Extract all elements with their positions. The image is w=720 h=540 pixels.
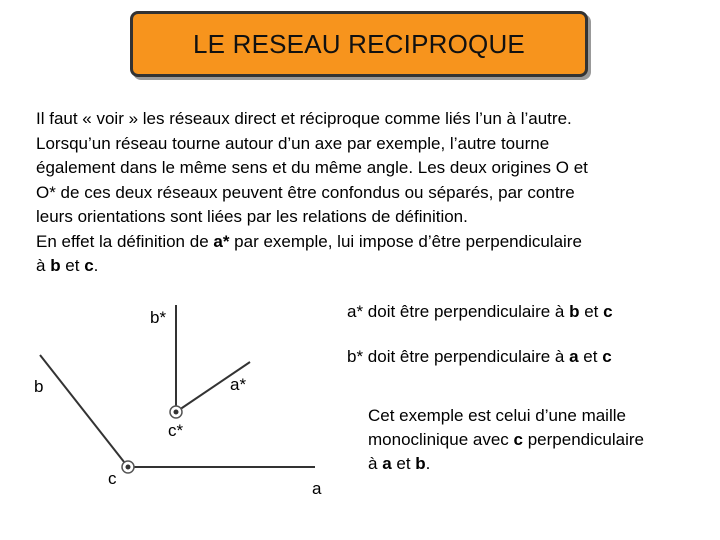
- paragraph-line-6: En effet la définition de a* par exemple, lui impose d’être perpendiculaire: [36, 231, 582, 251]
- origin-o-star-marker: [170, 406, 182, 418]
- paragraph-line-4: O* de ces deux réseaux peuvent être confondus ou séparés, par contre: [36, 182, 575, 202]
- origin-o-marker: [122, 461, 134, 473]
- rule-b-star: b* doit être perpendiculaire à a et c: [347, 347, 612, 366]
- label-b-star: b*: [150, 308, 167, 327]
- b-axis: [40, 355, 128, 467]
- paragraph-line-1: Il faut « voir » les réseaux direct et réciproque comme liés l’un à l’autre.: [36, 109, 572, 128]
- label-a-star: a*: [230, 375, 247, 394]
- label-b: b: [34, 377, 44, 396]
- paragraph-line-3: également dans le même sens et du même angle. Les deux origines O et: [36, 158, 588, 177]
- label-c: c: [108, 469, 117, 488]
- label-a: a: [312, 479, 322, 498]
- rule-a-star: a* doit être perpendiculaire à b et c: [347, 302, 613, 321]
- label-c-star: c*: [168, 421, 184, 440]
- page-title: LE RESEAU RECIPROQUE: [193, 28, 525, 59]
- paragraph-line-2: Lorsqu’un réseau tourne autour d’un axe par exemple, l’autre tourne: [36, 133, 550, 153]
- monoclinic-note: Cet exemple est celui d’une maille monoclinique avec c perpendiculaire à a et b.: [368, 406, 644, 473]
- paragraph-line-7: à b et c.: [36, 256, 99, 275]
- paragraph-line-5: leurs orientations sont liées par les relations de définition.: [36, 207, 468, 226]
